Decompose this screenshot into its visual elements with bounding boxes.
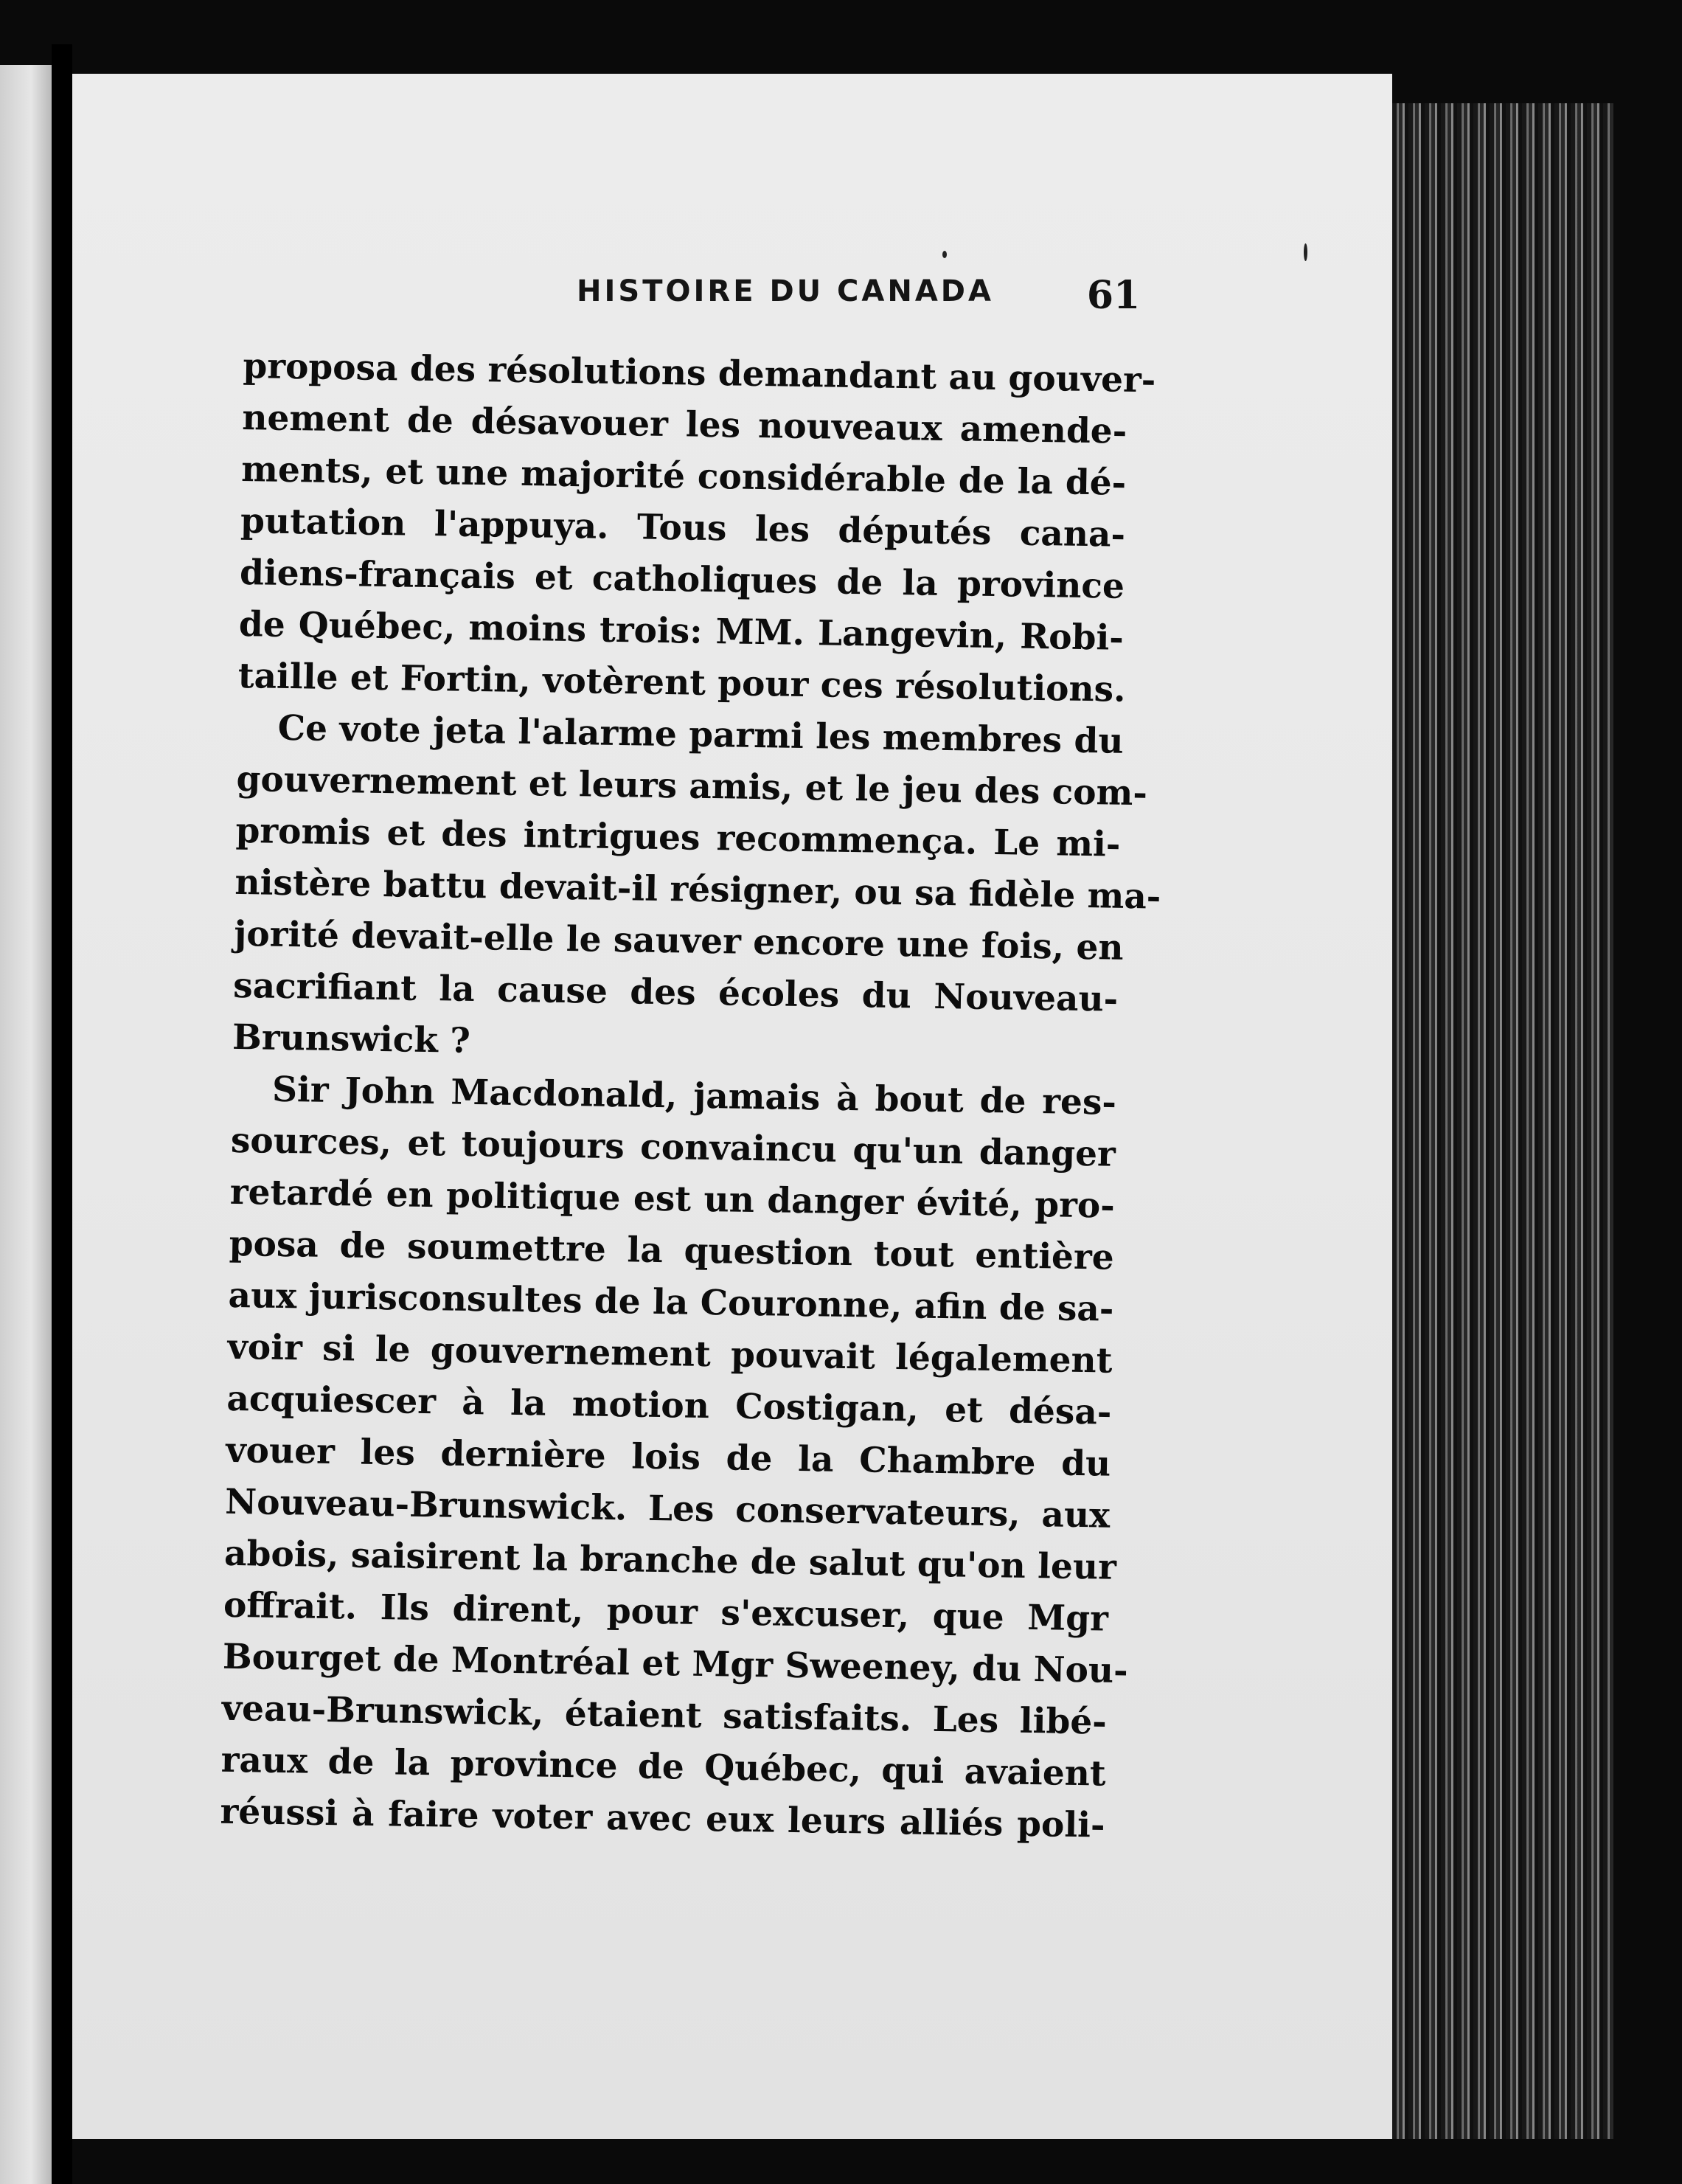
text-line: sources, et toujours convaincu qu'un danger <box>230 1120 1116 1175</box>
text-line: aux jurisconsultes de la Couronne, afin de sa- <box>228 1275 1114 1330</box>
text-line: acquiescer à la motion Costigan, et désa- <box>226 1378 1112 1433</box>
text-line: de Québec, moins trois: MM. Langevin, Robi- <box>238 603 1125 659</box>
paragraph-2 <box>232 702 1161 1078</box>
text-line: diens-français et catholiques de la province <box>239 552 1125 607</box>
text-line: Sir John Macdonald, jamais à bout de res- <box>271 1069 1117 1123</box>
text-line: gouvernement et leurs amis, et le jeu des com- <box>236 758 1148 814</box>
text-line: nement de désavouer les nouveaux amende- <box>241 397 1127 452</box>
text-line: putation l'appuya. Tous les députés cana- <box>240 500 1126 555</box>
facing-page-edge <box>0 65 52 2184</box>
text-line: retardé en politique est un danger évité, pro- <box>229 1171 1116 1227</box>
text-line: Nouveau-Brunswick. Les conservateurs, aux <box>224 1481 1111 1536</box>
speck <box>942 251 947 258</box>
text-line: veau-Brunswick, étaient satisfaits. Les libé- <box>221 1688 1108 1743</box>
text-line: raux de la province de Québec, qui avaient <box>220 1739 1107 1795</box>
text-line: ments, et une majorité considérable de la dé- <box>240 448 1127 504</box>
paragraph-3 <box>220 1064 1129 1852</box>
paragraph-1 <box>237 341 1156 716</box>
text-line: posa de soumettre la question tout entière <box>229 1223 1115 1278</box>
text-line: Ce vote jeta l'alarme parmi les membres du <box>277 707 1124 762</box>
text-line: jorité devait-elle le sauver encore une fois, en <box>233 913 1124 968</box>
book-gutter <box>52 44 72 2184</box>
text-line: promis et des intrigues recommença. Le mi- <box>235 810 1121 865</box>
text-line: vouer les dernière lois de la Chambre du <box>225 1429 1111 1485</box>
text-line: abois, saisirent la branche de salut qu'on leur <box>223 1533 1117 1588</box>
text-line: Brunswick ? <box>232 1016 471 1061</box>
text-line: sacrifiant la cause des écoles du Nouveau- <box>232 965 1119 1020</box>
text-line: Bourget de Montréal et Mgr Sweeney, du Nou- <box>222 1636 1129 1692</box>
body-text <box>220 341 1161 1852</box>
text-line: proposa des résolutions demandant au gouver- <box>243 345 1156 401</box>
text-line: offrait. Ils dirent, pour s'excuser, que Mgr <box>223 1584 1109 1640</box>
text-line: taille et Fortin, votèrent pour ces résolutions. <box>237 655 1126 710</box>
text-line: réussi à faire voter avec eux leurs alliés poli- <box>220 1791 1105 1846</box>
page-number: 61 <box>1086 272 1141 318</box>
page-stack-edges <box>1392 103 1613 2139</box>
text-line: voir si le gouvernement pouvait légalement <box>227 1326 1113 1382</box>
running-head: HISTOIRE DU CANADA <box>577 274 994 308</box>
text-line: nistère battu devait-il résigner, ou sa fidèle ma- <box>234 862 1161 918</box>
speck <box>1304 243 1307 261</box>
